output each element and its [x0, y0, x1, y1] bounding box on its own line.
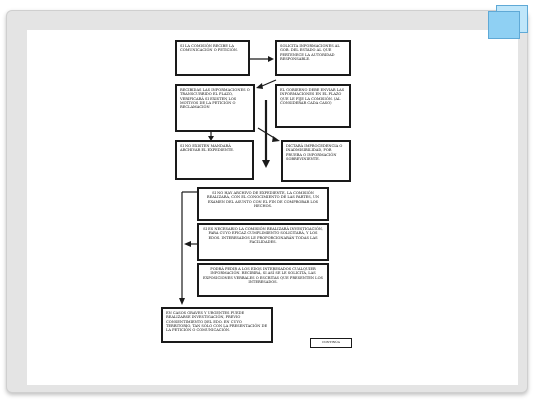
step-archive-file: SI NO EXISTEN MANDARÁ ARCHIVAR EL EXPEDIENTE. — [175, 140, 254, 180]
step-request-states-info: PODRÁ PEDIR A LOS EDOS INTERESADOS CUALQUIER INFORMACIÓN. RECIBIRÁ, SI ASÍ SE LE SOLICITA, LAS EXPOSICIONES VERBALES O ESCRITAS QUE PRESENTEN LOS INTERESADOS. — [197, 263, 329, 297]
step-request-information: SOLICITA INFORMACIONES AL GOB. DEL ESTADO AL QUE PERTENECE LA AUTORIDAD RESPONSABLE. — [275, 40, 351, 76]
step-verify-motives: RECIBIDAS LAS INFORMACIONES O TRANSCURRIDO EL PLAZO, VERIFICARÁ SI EXISTEN LOS MOTIVOS DE LA PETICIÓN O RECLAMACIÓN — [175, 84, 255, 132]
step-investigation: SI ES NECESARIO LA COMISIÓN REALIZARÁ INVESTIGACIÓN, PARA CUYO EFICAZ CUMPLIMIENTO SOLICITARÁ, Y LOS EDOS. INTERESADOS LE PROPORCIONARÁN TODAS LAS FACILIDADES. — [197, 223, 329, 261]
step-improcedence: DICTARÁ IMPROCEDENCIA O INADMISIBILIDAD, POR PRUEBA O INFORMACIÓN SOBREVINIENTE. — [281, 140, 351, 182]
step-government-send-info: EL GOBIERNO DEBE ENVIAR LAS INFORMACIONES EN EL PLAZO QUE LE FIJE LA COMISIÓN. (AL CONSIDERAR CADA CASO) — [275, 84, 351, 128]
step-receive-communication: SI LA COMISIÓN RECIBE LA COMUNICACIÓN O PETICIÓN. — [175, 40, 250, 76]
step-examine-matter: SI NO HAY ARCHIVO DE EXPEDIENTE, LA COMISIÓN REALIZARÁ, CON EL CONOCIMIENTO DE LAS PARTES, UN EXAMEN DEL ASUNTO CON EL FIN DE COMPROBAR LOS HECHOS. — [197, 187, 329, 221]
continue-label: CONTINÚA — [310, 338, 352, 348]
step-urgent-cases: EN CASOS GRAVES Y URGENTES PUEDE REALIZARSE INVESTIGACIÓN, PREVIO CONSENTIMIENTO DEL EDO. EN CUYO TERRITORIO, TAN SÓLO CON LA PRESENTACIÓN DE LA PETICIÓN O COMUNICACIÓN. — [161, 307, 273, 343]
